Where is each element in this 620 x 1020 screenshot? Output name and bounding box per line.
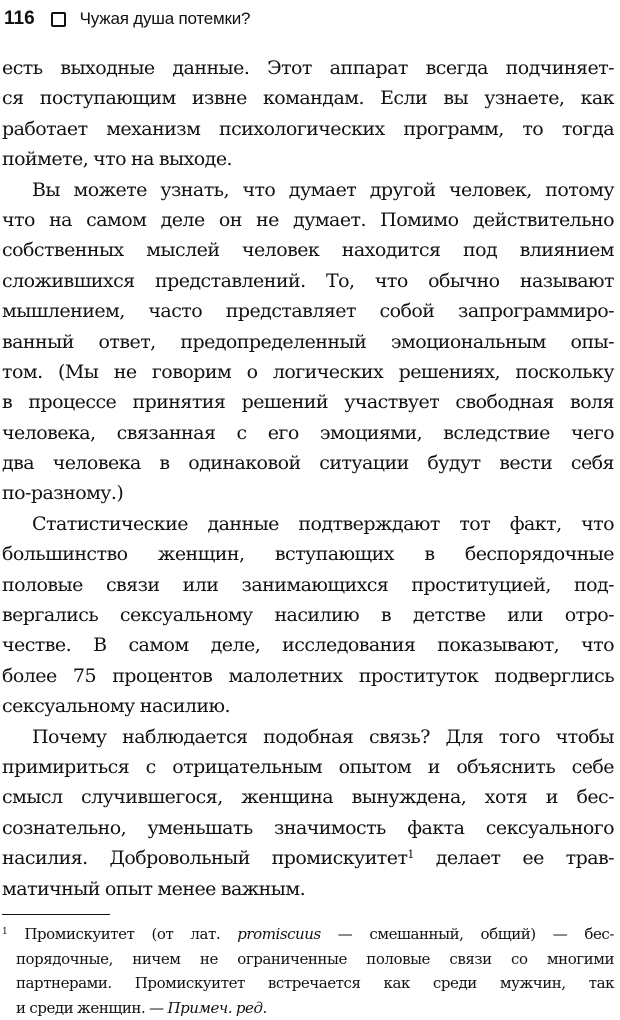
text-line: есть выходные данные. Этот аппарат всегда подчиняет-	[2, 57, 614, 79]
footnote-line	[2, 922, 614, 947]
footnote-line: порядочные, ничем не ограниченные половые связи со многими	[16, 949, 614, 968]
text-line: сложившихся представлений. То, что обычно называют	[2, 269, 614, 292]
text-line: что на самом деле он не думает. Помимо действительно	[2, 208, 614, 231]
running-title: Чужая душа потемки?	[79, 9, 251, 28]
text-line: работает механизм психологических программ, то тогда	[2, 117, 614, 140]
footnote-line	[2, 996, 614, 1020]
text-fragment: насилия. Добровольный промискуитет	[2, 847, 408, 870]
text-line	[2, 874, 614, 904]
text-line: сознательно, уменьшать значимость факта сексуального	[2, 816, 614, 839]
text-line: Почему наблюдается подобная связь? Для того чтобы	[32, 725, 614, 748]
text-line-with-footnote-ref	[2, 843, 614, 873]
text-line: по-разному.)	[2, 482, 124, 505]
text-line: Статистические данные подтверждают тот факт, что	[32, 512, 614, 535]
main-text	[2, 53, 614, 904]
footnote-line: партнерами. Промискуитет встречается как среди мужчин, так	[16, 974, 614, 992]
text-line: ванный ответ, предопределенный эмоциональным опы-	[2, 330, 614, 353]
footnote-mark: 1	[2, 927, 8, 937]
text-line: в процессе принятия решений участвует свободная воля	[2, 391, 614, 414]
footnote-divider	[2, 914, 110, 915]
footnote-reference[interactable]: 1	[407, 848, 414, 862]
text-line: мышлением, часто представляет собой запрограммиро-	[2, 300, 614, 323]
page-number: 116	[4, 8, 35, 29]
footnote	[2, 922, 614, 1020]
text-fragment: и среди женщин. —	[16, 998, 168, 1017]
text-line: человека, связанная с его эмоциями, вследствие чего	[2, 421, 614, 444]
text-fragment: делает ее трав-	[413, 847, 614, 870]
text-line: смысл случившегося, женщина вынуждена, хотя и бес-	[2, 786, 614, 809]
text-line: ся поступающим извне командам. Если вы узнаете, как	[2, 87, 614, 110]
text-line: половые связи или занимающихся проституцией, под-	[2, 573, 614, 596]
text-line: вергались сексуальному насилию в детстве или отро-	[2, 604, 614, 627]
editor-note: Примеч. ред.	[167, 998, 267, 1017]
text-fragment: чный опыт менее важным.	[49, 877, 306, 900]
latin-term: promiscuus	[237, 925, 321, 943]
square-ornament-icon	[51, 12, 66, 27]
text-fragment: мати	[2, 877, 50, 900]
text-fragment: Промискуитет (от лат.	[7, 925, 238, 943]
text-line: том. (Мы не говорим о логических решениях, поскольку	[2, 360, 614, 383]
text-line: собственных мыслей человек находится под влиянием	[2, 239, 614, 262]
text-fragment: — смешанный, общий) — бес-	[320, 925, 614, 943]
text-line: поймете, что на выходе.	[2, 148, 233, 171]
text-line: сексуальному насилию.	[2, 695, 230, 718]
text-line: Вы можете узнать, что думает другой человек, потому	[32, 178, 614, 201]
text-line: большинство женщин, вступающих в беспорядочные	[2, 543, 614, 566]
text-line: честве. В самом деле, исследования показывают, что	[2, 634, 614, 657]
page-header	[4, 6, 250, 32]
text-line: более 75 процентов малолетних проституток подверглись	[2, 664, 614, 687]
text-line: два человека в одинаковой ситуации будут вести себя	[2, 452, 614, 475]
text-line: примириться с отрицательным опытом и объяснить себе	[2, 755, 614, 778]
